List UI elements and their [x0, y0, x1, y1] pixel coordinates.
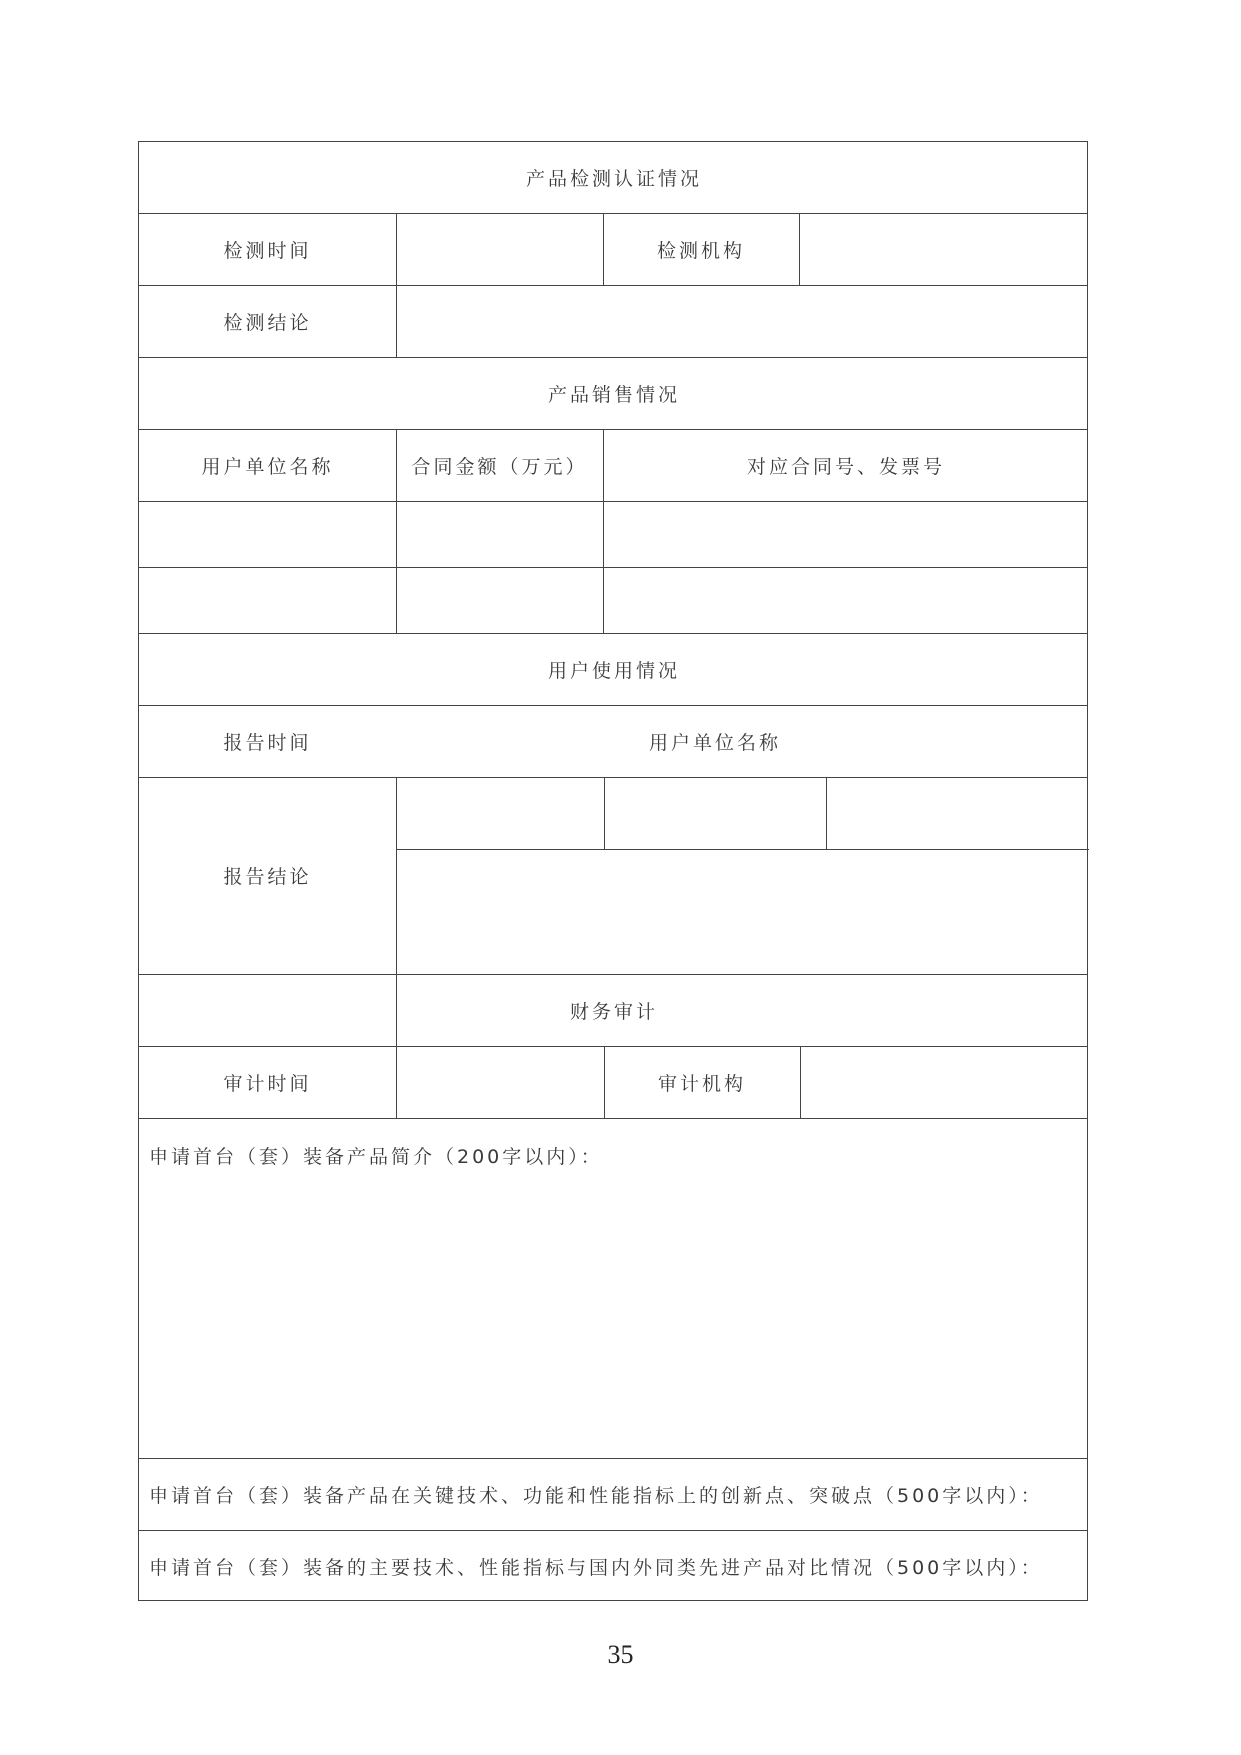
usage-report-time-field[interactable] — [396, 705, 604, 777]
audit-time-field[interactable] — [396, 1046, 604, 1118]
audit-org-field[interactable] — [800, 1046, 1089, 1118]
usage-report-conclusion-field[interactable] — [396, 777, 1089, 974]
audit-time-label: 审计时间 — [223, 1072, 312, 1095]
inspection-org-field[interactable] — [799, 213, 1089, 285]
application-form-table — [138, 141, 1088, 1601]
usage-report-time-label: 报告时间 — [223, 731, 312, 754]
usage-user-unit-field[interactable] — [826, 705, 1089, 777]
comparison-label: 申请首台（套）装备的主要技术、性能指标与国内外同类先进产品对比情况（500字以内）： — [149, 1556, 1043, 1579]
sales-user-field[interactable] — [139, 567, 396, 633]
sales-col-contract-header: 对应合同号、发票号 — [746, 455, 945, 478]
inspection-conclusion-label: 检测结论 — [223, 311, 312, 334]
inspection-section-title: 产品检测认证情况 — [525, 168, 702, 190]
sales-amount-field[interactable] — [396, 567, 603, 633]
inspection-time-label: 检测时间 — [223, 239, 312, 262]
sales-section-title: 产品销售情况 — [547, 383, 680, 406]
usage-report-conclusion-label: 报告结论 — [223, 866, 312, 888]
sales-user-field[interactable] — [139, 501, 396, 567]
page-number: 35 — [607, 1640, 634, 1669]
usage-section-title: 用户使用情况 — [547, 659, 680, 682]
usage-user-unit-label: 用户单位名称 — [648, 731, 781, 754]
sales-amount-field[interactable] — [396, 501, 603, 567]
sales-col-amount-header: 合同金额（万元） — [411, 455, 588, 478]
audit-section-title: 财务审计 — [569, 1000, 658, 1023]
inspection-org-label: 检测机构 — [656, 239, 745, 262]
sales-col-user-header: 用户单位名称 — [201, 455, 334, 478]
product-intro-field[interactable] — [139, 1182, 1089, 1452]
audit-org-label: 审计机构 — [657, 1072, 746, 1095]
inspection-conclusion-field[interactable] — [396, 285, 1089, 357]
product-intro-label: 申请首台（套）装备产品简介（200字以内）： — [149, 1146, 603, 1168]
sales-contract-field[interactable] — [603, 567, 1089, 633]
inspection-time-field[interactable] — [396, 213, 603, 285]
sales-contract-field[interactable] — [603, 501, 1089, 567]
innovation-label: 申请首台（套）装备产品在关键技术、功能和性能指标上的创新点、突破点（500字以内）： — [149, 1484, 1043, 1507]
